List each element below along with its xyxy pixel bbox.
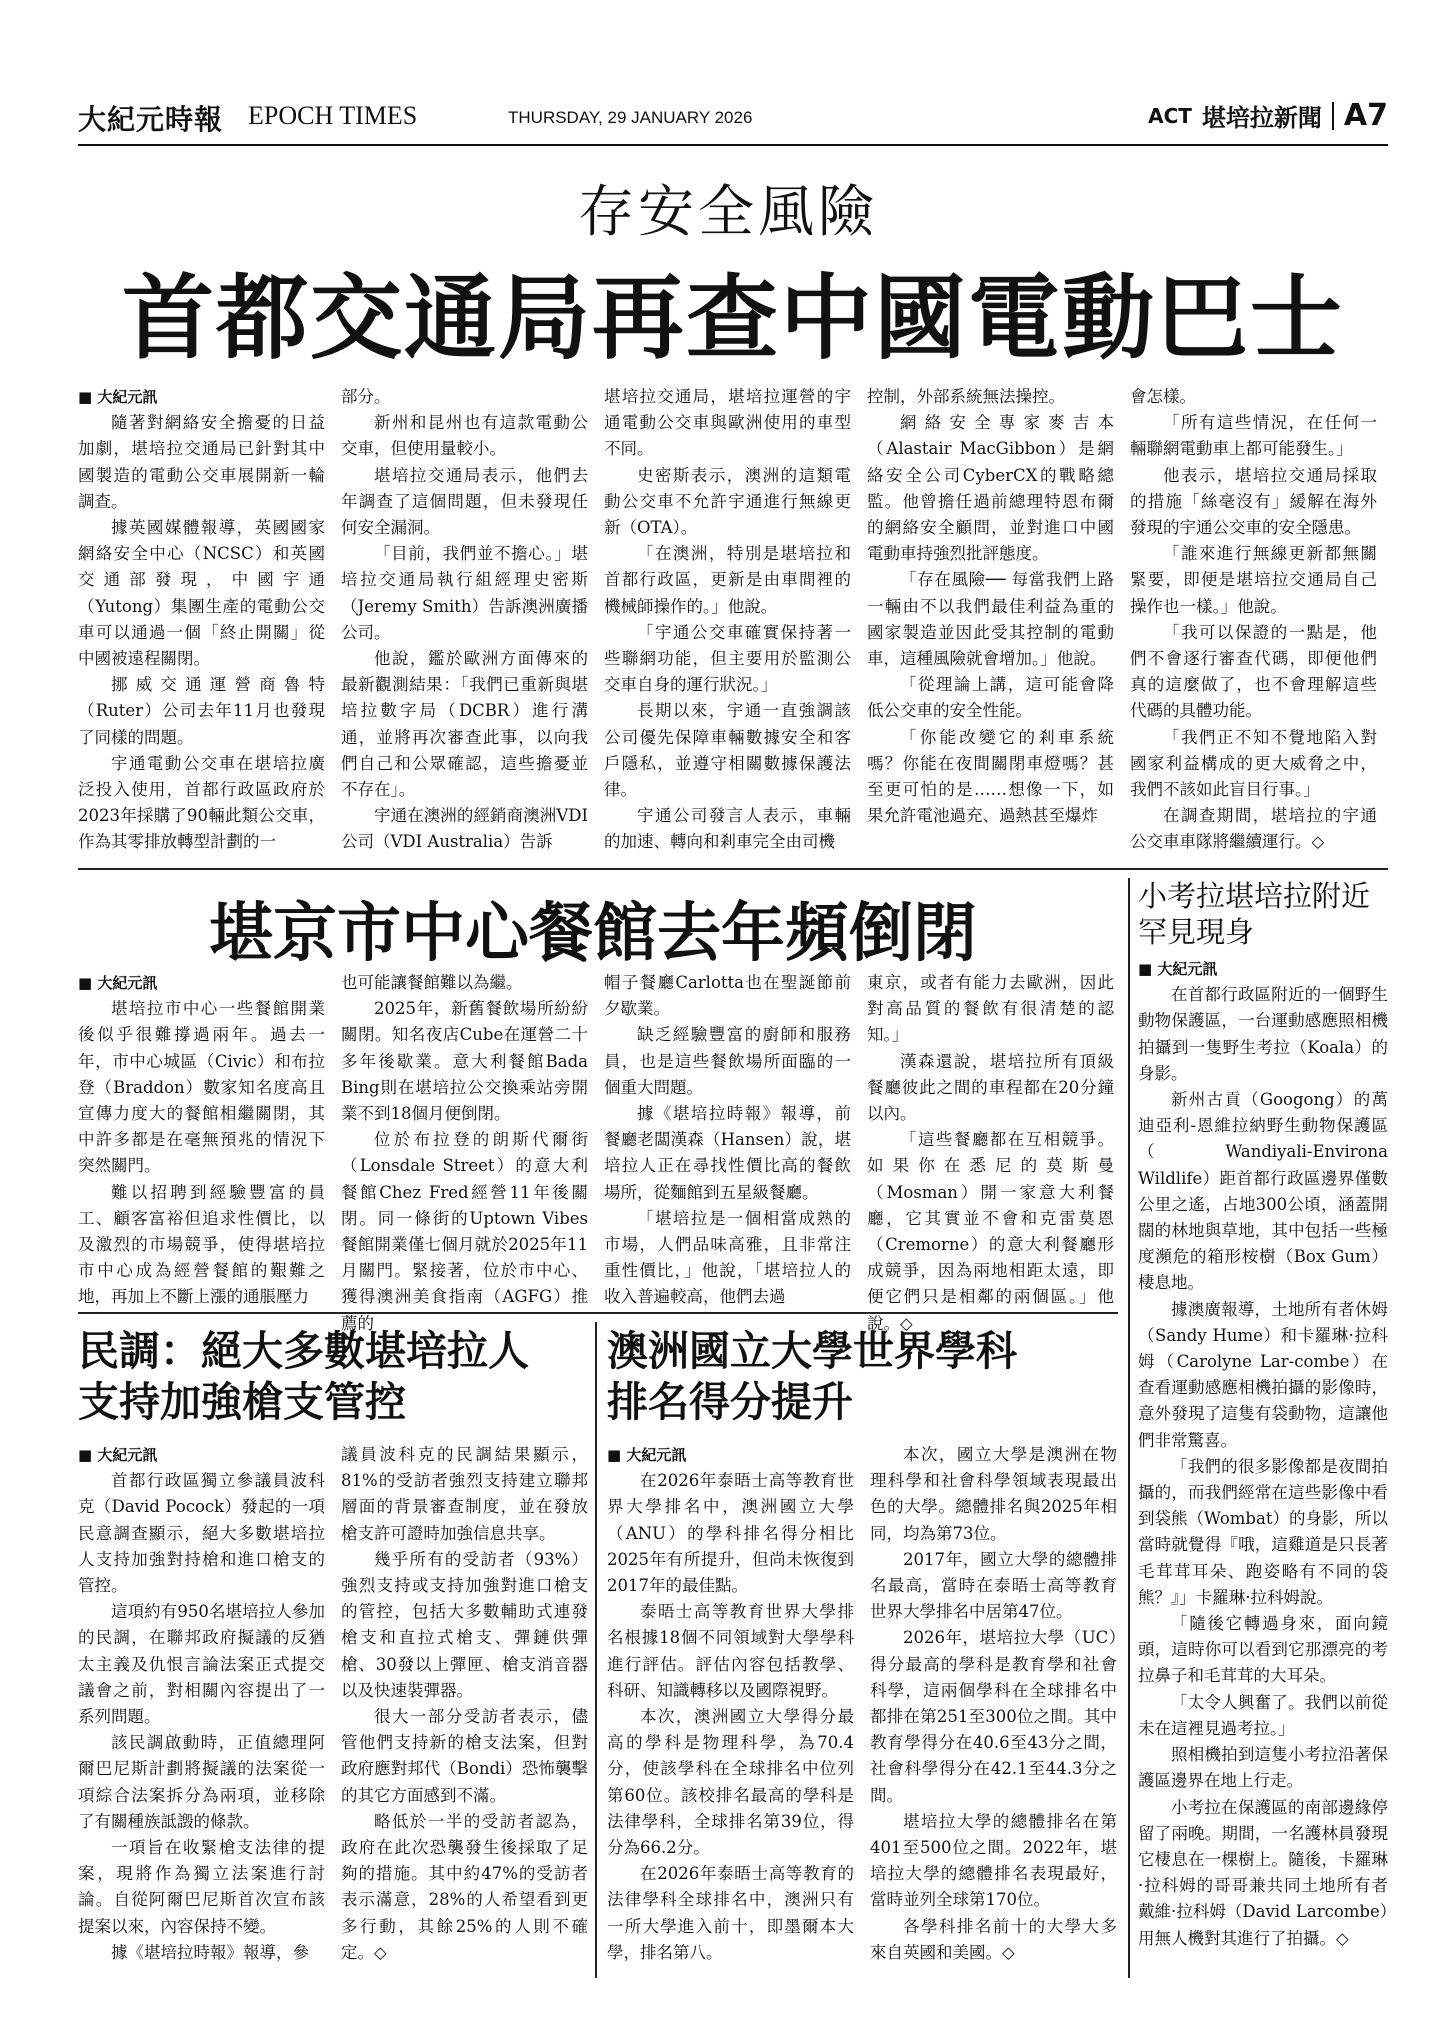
paragraph: 各學科排名前十的大學大多來自英國和美國。◇: [870, 1916, 1117, 1962]
column-divider: [595, 1322, 597, 1978]
masthead-logo: 大紀元時報: [78, 103, 224, 136]
paragraph: 首都行政區獨立參議員波科克（David Pocock）發起的一項民意調查顯示，絕大多數堪培拉人支持加強對持槍和進口槍支的管控。: [78, 1471, 325, 1596]
paragraph: 他說，鑑於歐洲方面傳來的最新觀測結果：「我們已重新與堪培拉數字局（DCBR）進行溝通，並將再次審查此事，以向我們自己和公眾確認，這些擔憂並不存在」。: [341, 649, 588, 800]
paragraph: 據澳廣報導，土地所有者休姆（Sandy Hume）和卡羅琳·拉科姆（Carolyne Lar-combe）在查看運動感應相機拍攝的影像時，意外發現了這隻有袋動物，這讓他們非常驚喜。: [1138, 1299, 1388, 1450]
story2-byline: ■ 大紀元訊: [78, 970, 325, 996]
paragraph: 新州古貢（Googong）的萬迪亞利-恩維拉納野生動物保護區（Wandiyali-Environa Wildlife）距首都行政區邊界僅數公里之遙，占地300公頃，涵蓋開闊的林地與草地，其中包括一些極度瀕危的箱形桉樹（Box Gum）棲息地。: [1138, 1090, 1388, 1293]
story5-byline: ■ 大紀元訊: [1138, 956, 1388, 982]
paragraph: 堪培拉市中心一些餐館開業後似乎很難撐過兩年。過去一年，市中心城區（Civic）和布拉登（Braddon）數家知名度高且宣傳力度大的餐館相繼關閉，其中許多都是在毫無預兆的情況下突然關門。: [78, 999, 325, 1176]
paragraph: 本次，澳洲國立大學得分最高的學科是物理科學，為70.4分，使該學科在全球排名中位列第60位。該校排名最高的學科是法律學科，全球排名第39位，得分為66.2分。: [607, 1707, 854, 1858]
paragraph: 堪培拉交通局表示，他們去年調查了這個問題，但未發現任何安全漏洞。: [341, 465, 588, 538]
story3-headline-line1: 民調：絕大多數堪培拉人: [78, 1327, 529, 1375]
paragraph: 「這些餐廳都在互相競爭。如果你在悉尼的莫斯曼（Mosman）開一家意大利餐廳，它其實並不會和克雷莫恩（Cremorne）的意大利餐廳形成競爭，因為兩地相距太遠，即便它們只是相鄰的兩個區。」他說。◇: [867, 1130, 1114, 1333]
paragraph: 這項約有950名堪培拉人參加的民調，在聯邦政府擬議的反猶太主義及仇恨言論法案正式提交議會之前，對相關內容提出了一系列問題。: [78, 1602, 325, 1727]
paragraph: 缺乏經驗豐富的廚師和服務員，也是這些餐飲場所面臨的一個重大問題。: [604, 1025, 851, 1097]
paragraph: 宇通電動公交車在堪培拉廣泛投入使用，首都行政區政府於2023年採購了90輛此類公交車，作為其零排放轉型計劃的一: [78, 753, 325, 852]
paragraph: 2025年，新舊餐飲場所紛紛關閉。知名夜店Cube在運營二十多年後歇業。意大利餐館Bada Bing則在堪培拉公交換乘站旁開業不到18個月便倒閉。: [341, 999, 588, 1124]
story-divider: [78, 868, 1388, 870]
story1-col5: [1130, 384, 1377, 859]
paragraph: 2017年，國立大學的總體排名最高，當時在泰晤士高等教育世界大學排名中居第47位。: [870, 1549, 1117, 1622]
paragraph: 控制，外部系統無法操控。: [867, 387, 1065, 406]
paragraph: 「我可以保證的一點是，他們不會逐行審查代碼，即便他們真的這麼做了，也不會理解這些代碼的具體功能。: [1130, 622, 1377, 721]
paragraph: 東京，或者有能力去歐洲，因此對高品質的餐飲有很清楚的認知。」: [867, 973, 1114, 1045]
story1-kicker: 存安全風險: [578, 180, 878, 245]
paragraph: 「在澳洲，特別是堪培拉和首都行政區，更新是由車間裡的機械師操作的。」他說。: [604, 544, 851, 616]
paragraph: 部分。: [341, 387, 391, 406]
paragraph: 在調查期間，堪培拉的宇通公交車車隊將繼續運行。◇: [1130, 806, 1377, 852]
story3-byline: ■ 大紀元訊: [78, 1442, 325, 1468]
paragraph: 「目前，我們並不擔心。」堪培拉交通局執行組經理史密斯（Jeremy Smith）告訴澳洲廣播公司。: [341, 544, 588, 642]
paragraph: 很大一部分受訪者表示，儘管他們支持新的槍支法案，但對政府應對邦代（Bondi）恐怖襲擊的其它方面感到不滿。: [341, 1707, 588, 1805]
paragraph: 在2026年泰晤士高等教育的法律學科全球排名中，澳洲只有一所大學進入前十，即墨爾本大學，排名第八。: [607, 1864, 854, 1962]
paragraph: 2026年，堪培拉大學（UC）得分最高的學科是教育學和社會科學，這兩個學科在全球排名中都排在第251至300位之間。其中教育學得分在40.6至43分之間，社會科學得分在42.1至44.3分之間。: [870, 1628, 1117, 1805]
paragraph: 「所有這些情況，在任何一輛聯網電動車上都可能發生。」: [1130, 413, 1377, 459]
story4-byline: ■ 大紀元訊: [607, 1442, 854, 1468]
paragraph: 「你能改變它的剎車系統嗎？你能在夜間關閉車燈嗎？甚至更可怕的是……想像一下，如果允許電池過充、過熱甚至爆炸: [867, 727, 1114, 826]
masthead-section-name: 堪培拉新聞: [1201, 104, 1322, 132]
story2-col3: [604, 970, 851, 1307]
story3-headline: [78, 1326, 588, 1429]
paragraph: 「我們正不知不覺地陷入對國家利益構成的更大威脅之中，我們不該如此盲目行事。」: [1130, 727, 1377, 800]
paragraph: 「我們的很多影像都是夜間拍攝的，而我們經常在這些影像中看到袋熊（Wombat）的身影，所以當時就覺得『哦，這雞道是只長著毛茸茸耳朵、跑姿略有不同的袋熊？』」卡羅琳·拉科姆說。: [1138, 1456, 1388, 1607]
paragraph: 會怎樣。: [1130, 387, 1196, 406]
paragraph: 略低於一半的受訪者認為，政府在此次恐襲發生後採取了足夠的措施。其中約47%的受訪者表示滿意，28%的人希望看到更多行動，其餘25%的人則不確定。◇: [341, 1811, 588, 1962]
masthead-rule: [78, 144, 1388, 146]
paragraph: 議員波科克的民調結果顯示，81%的受訪者強烈支持建立聯邦層面的背景審查制度，並在發放槍支許可證時加強信息共享。: [341, 1445, 588, 1543]
story5-headline: [1138, 878, 1388, 951]
masthead: [78, 98, 1388, 138]
paragraph: 照相機拍到這隻小考拉沿著保護區邊界在地上行走。: [1138, 1745, 1388, 1791]
paragraph: 泰晤士高等教育世界大學排名根據18個不同領域對大學學科進行評估。評估內容包括教學、科研、知識轉移以及國際視野。: [607, 1602, 854, 1700]
page-number: A7: [1343, 98, 1388, 133]
story1-body: [78, 384, 1377, 859]
paragraph: 「堪培拉是一個相當成熟的市場，人們品味高雅，且非常注重性價比，」他說，「堪培拉人的收入普遍較高，他們去過: [604, 1208, 851, 1307]
story4-headline-line2: 排名得分提升: [607, 1378, 853, 1427]
story3-col2: [341, 1442, 588, 1977]
paragraph: 據《堪培拉時報》報導，參: [111, 1942, 309, 1962]
paragraph: 他表示，堪培拉交通局採取的措施「絲毫沒有」緩解在海外發現的宇通公交車的安全隱患。: [1130, 465, 1377, 538]
paragraph: 宇通公司發言人表示，車輛的加速、轉向和剎車完全由司機: [604, 806, 851, 852]
story3-body: [78, 1442, 588, 1977]
paragraph: 據英國媒體報導，英國國家網絡安全中心（NCSC）和英國交通部發現，中國宇通（Yutong）集團生產的電動公交車可以通過一個「終止開關」從中國被遠程關閉。: [78, 518, 325, 669]
paragraph: 挪威交通運營商魯特（Ruter）公司去年11月也發現了同樣的問題。: [78, 675, 325, 747]
paragraph: 小考拉在保護區的南部邊緣停留了兩晚。期間，一名護林員發現它棲息在一棵樹上。隨後，卡羅琳·拉科姆的哥哥兼共同土地所有者戴維·拉科姆（David Larcombe）用無人機對其進行了拍攝。◇: [1138, 1797, 1388, 1948]
paragraph: 一項旨在收緊槍支法律的提案，現將作為獨立法案進行討論。自從阿爾巴尼斯首次宣布該提案以來，內容保持不變。: [78, 1838, 325, 1936]
story4-body: [607, 1442, 1117, 1977]
paragraph: 宇通在澳洲的經銷商澳洲VDI公司（VDI Australia）告訴: [341, 806, 588, 852]
story2-headline: 堪京市中心餐館去年頻倒閉: [209, 897, 977, 971]
paragraph: 新州和昆州也有這款電動公交車，但使用量較小。: [341, 413, 588, 459]
paragraph: 網絡安全專家麥吉本（Alastair MacGibbon）是網絡安全公司CyberCX的戰略總監。他曾擔任過前總理特恩布爾的網絡安全顧問，並對進口中國電動車持強烈批評態度。: [867, 413, 1114, 564]
story3-headline-line2: 支持加強槍支管控: [78, 1378, 406, 1427]
masthead-epoch-times: EPOCH TIMES: [248, 101, 418, 130]
masthead-date: THURSDAY, 29 JANUARY 2026: [508, 108, 753, 127]
paragraph: 在首都行政區附近的一個野生動物保護區，一台運動感應照相機拍攝到一隻野生考拉（Koala）的身影。: [1138, 985, 1388, 1083]
paragraph: 「宇通公交車確實保持著一些聯網功能，但主要用於監測公交車自身的運行狀況。」: [604, 622, 851, 695]
paragraph: 「存在風險── 每當我們上路一輛由不以我們最佳利益為重的國家製造並因此受其控制的電動車，這種風險就會增加。」他說。: [867, 570, 1114, 669]
masthead-divider: [1332, 102, 1334, 130]
paragraph: 該民調啟動時，正值總理阿爾巴尼斯計劃將擬議的法案從一項綜合法案拆分為兩項，並移除了有關種族詆譭的條款。: [78, 1733, 325, 1831]
story1-byline: ■ 大紀元訊: [78, 384, 325, 410]
story4-headline-line1: 澳洲國立大學世界學科: [607, 1327, 1017, 1375]
paragraph: 難以招聘到經驗豐富的員工、顧客富裕但追求性價比，以及激烈的市場競爭，使得堪培拉市中心成為經營餐館的艱難之地，再加上不斷上漲的通脹壓力: [78, 1182, 325, 1307]
story1-col2: [341, 384, 588, 859]
paragraph: 也可能讓餐館難以為繼。: [341, 973, 523, 992]
paragraph: 帽子餐廳Carlotta也在聖誕節前夕歇業。: [604, 973, 851, 1019]
paragraph: 漢森還說，堪培拉所有頂級餐廳彼此之間的車程都在20分鐘以內。: [867, 1051, 1114, 1124]
paragraph: 本次，國立大學是澳洲在物理科學和社會科學領域表現最出色的大學。總體排名與2025年相同，均為第73位。: [870, 1445, 1117, 1543]
story2-body: [78, 970, 1114, 1333]
paragraph: 「太令人興奮了。我們以前從未在這裡見過考拉。」: [1138, 1692, 1388, 1738]
story3-col1: [78, 1442, 325, 1977]
paragraph: 長期以來，宇通一直強調該公司優先保障車輛數據安全和客戶隱私，並遵守相關數據保護法律。: [604, 701, 851, 800]
paragraph: 在2026年泰晤士高等教育世界大學排名中，澳洲國立大學（ANU）的學科排名得分相比2025年有所提升，但尚未恢復到2017年的最佳點。: [607, 1471, 854, 1596]
story4-col2: [870, 1442, 1117, 1977]
paragraph: 位於布拉登的朗斯代爾街（Lonsdale Street）的意大利餐館Chez Fred經營11年後關閉。同一條街的Uptown Vibes餐館開業僅七個月就於2025年11月關門。緊接著，位於市中心、獲得澳洲美食指南（AGFG）推薦的: [341, 1130, 588, 1333]
paragraph: 隨著對網絡安全擔憂的日益加劇，堪培拉交通局已針對其中國製造的電動公交車展開新一輪調查。: [78, 413, 325, 511]
paragraph: 「誰來進行無線更新都無關緊要，即便是堪培拉交通局自己操作也一樣。」他說。: [1130, 544, 1377, 616]
story1-col1: [78, 384, 325, 859]
story5-body: [1138, 956, 1388, 1977]
masthead-section: [1148, 98, 1388, 133]
paragraph: 堪培拉交通局，堪培拉運營的宇通電動公交車與歐洲使用的車型不同。: [604, 387, 851, 459]
paragraph: 堪培拉大學的總體排名在第401至500位之間。2022年，堪培拉大學的總體排名表現最好，當時並列全球第170位。: [870, 1811, 1117, 1910]
story4-col1: [607, 1442, 854, 1977]
story1-col4: [867, 384, 1114, 859]
paragraph: 史密斯表示，澳洲的這類電動公交車不允許宇通進行無線更新（OTA）。: [604, 465, 851, 538]
column-divider: [1128, 878, 1130, 1978]
story-divider: [78, 1312, 1118, 1314]
paragraph: 「從理論上講，這可能會降低公交車的安全性能。: [867, 675, 1114, 721]
paragraph: 幾乎所有的受訪者（93%）強烈支持或支持加強對進口槍支的管控，包括大多數輔助式連發槍支和直拉式槍支、彈鏈供彈槍、30發以上彈匣、槍支消音器以及快速裝彈器。: [341, 1549, 588, 1700]
story5-col1: [1138, 956, 1388, 1977]
story4-headline: [607, 1326, 1117, 1429]
story2-col1: [78, 970, 325, 1307]
masthead-region: ACT: [1148, 103, 1192, 128]
paragraph: 據《堪培拉時報》報導，前餐廳老闆漢森（Hansen）說，堪培拉人正在尋找性價比高的餐飲場所，從麵館到五星級餐廳。: [604, 1104, 851, 1202]
paragraph: 「隨後它轉過身來，面向鏡頭，這時你可以看到它那漂亮的考拉鼻子和毛茸茸的大耳朵。: [1138, 1614, 1388, 1686]
story5-headline-line2: 罕見現身: [1138, 915, 1255, 950]
story1-headline: 首都交通局再查中國電動巴士: [121, 264, 1344, 372]
story5-headline-line1: 小考拉堪培拉附近: [1138, 879, 1371, 913]
story1-col3: [604, 384, 851, 859]
story2-col2: [341, 970, 588, 1333]
story2-col4: [867, 970, 1114, 1333]
